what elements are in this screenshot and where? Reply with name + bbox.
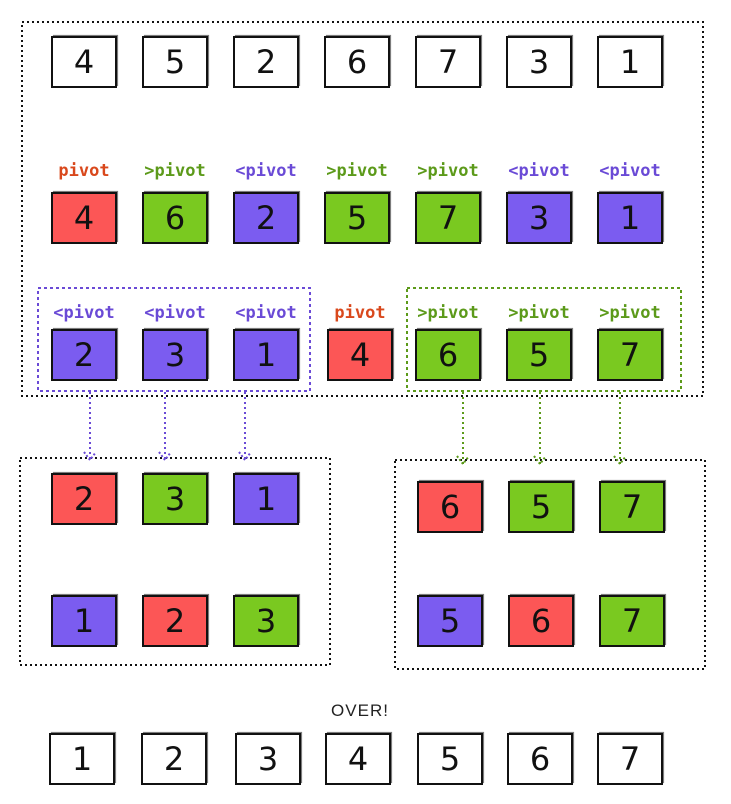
right-step1-card-2-digit: 7 [621,488,643,526]
final-card-3 [326,733,392,785]
partition-card-6 [598,192,664,244]
group-card-6 [598,329,664,381]
right-step1-card-1 [509,481,575,533]
left-step2-card-1-digit: 2 [164,602,186,640]
final-card-3-digit: 4 [347,740,369,778]
original-card-0-digit: 4 [73,43,95,81]
final-card-2-digit: 3 [257,740,279,778]
final-card-5 [508,733,574,785]
left-step1-card-2 [234,473,300,525]
left-arrow-2 [239,392,251,460]
left-step1-card-1-digit: 3 [164,480,186,518]
original-card-5-digit: 3 [528,43,550,81]
partition-label-1: >pivot [144,161,206,181]
right-step1-card-0-digit: 6 [439,488,461,526]
group-label-1: <pivot [144,303,206,323]
group-label-2: <pivot [235,303,297,323]
final-card-2 [236,733,302,785]
partition-card-1-digit: 6 [164,199,186,237]
right-arrow-0 [457,392,469,464]
partition-card-4 [416,192,482,244]
group-card-0 [52,329,118,381]
partition-label-6: <pivot [599,161,661,181]
left-arrow-0 [84,392,96,460]
partition-card-1 [143,192,209,244]
group-label-5: >pivot [508,303,570,323]
group-label-6: >pivot [599,303,661,323]
arrows [84,392,626,464]
left-step1-card-0 [52,473,118,525]
left-step1-card-1 [143,473,209,525]
final-card-1-digit: 2 [163,740,185,778]
partition-card-2-digit: 2 [255,199,277,237]
group-card-1-digit: 3 [164,336,186,374]
final-card-1 [142,733,208,785]
left-step2-card-2 [234,595,300,647]
final-card-0 [50,733,116,785]
left-step2-card-0-digit: 1 [73,602,95,640]
final-card-6-digit: 7 [619,740,641,778]
left-step2-card-2-digit: 3 [255,602,277,640]
group-card-0-digit: 2 [73,336,95,374]
right-step2-card-2 [600,595,666,647]
group-label-3: pivot [334,303,386,323]
original-card-6-digit: 1 [619,43,641,81]
partition-card-4-digit: 7 [437,199,459,237]
right-arrow-2 [614,392,626,464]
left-step2-card-1 [143,595,209,647]
group-card-1 [143,329,209,381]
final-card-5-digit: 6 [529,740,551,778]
partition-card-0 [52,192,118,244]
partition-card-5-digit: 3 [528,199,550,237]
partition-label-2: <pivot [235,161,297,181]
original-card-5 [507,36,573,88]
group-card-2-digit: 1 [255,336,277,374]
left-step1-card-2-digit: 1 [255,480,277,518]
group-card-5 [507,329,573,381]
partition-label-0: pivot [58,161,110,181]
original-card-1 [143,36,209,88]
right-step1-card-2 [600,481,666,533]
partition-label-3: >pivot [326,161,388,181]
right-step1-card-0 [418,481,484,533]
final-card-6 [598,733,664,785]
partition-label-5: <pivot [508,161,570,181]
original-card-4 [416,36,482,88]
final-card-0-digit: 1 [71,740,93,778]
right-step2-card-2-digit: 7 [621,602,643,640]
partition-card-2 [234,192,300,244]
original-card-6 [598,36,664,88]
group-card-3 [328,329,394,381]
left-step1-card-0-digit: 2 [73,480,95,518]
group-card-3-digit: 4 [349,336,371,374]
group-card-4 [416,329,482,381]
original-card-1-digit: 5 [164,43,186,81]
partition-card-0-digit: 4 [73,199,95,237]
final-card-4 [418,733,484,785]
right-step2-card-0 [418,595,484,647]
right-step2-card-0-digit: 5 [439,602,461,640]
left-arrow-1 [159,392,171,460]
right-step1-card-1-digit: 5 [530,488,552,526]
original-card-2-digit: 2 [255,43,277,81]
group-card-4-digit: 6 [437,336,459,374]
original-card-0 [52,36,118,88]
group-card-2 [234,329,300,381]
partition-card-3 [325,192,391,244]
original-card-2 [234,36,300,88]
right-arrow-1 [534,392,546,464]
group-card-5-digit: 5 [528,336,550,374]
partition-card-3-digit: 5 [346,199,368,237]
original-card-4-digit: 7 [437,43,459,81]
right-step2-card-1 [509,595,575,647]
partition-card-5 [507,192,573,244]
right-step2-card-1-digit: 6 [530,602,552,640]
original-card-3-digit: 6 [346,43,368,81]
original-card-3 [325,36,391,88]
left-step2-card-0 [52,595,118,647]
final-card-4-digit: 5 [439,740,461,778]
partition-label-4: >pivot [417,161,479,181]
group-card-6-digit: 7 [619,336,641,374]
cards [50,36,666,785]
over-text: OVER! [331,701,389,720]
partition-card-6-digit: 1 [619,199,641,237]
group-label-4: >pivot [417,303,479,323]
group-label-0: <pivot [53,303,115,323]
